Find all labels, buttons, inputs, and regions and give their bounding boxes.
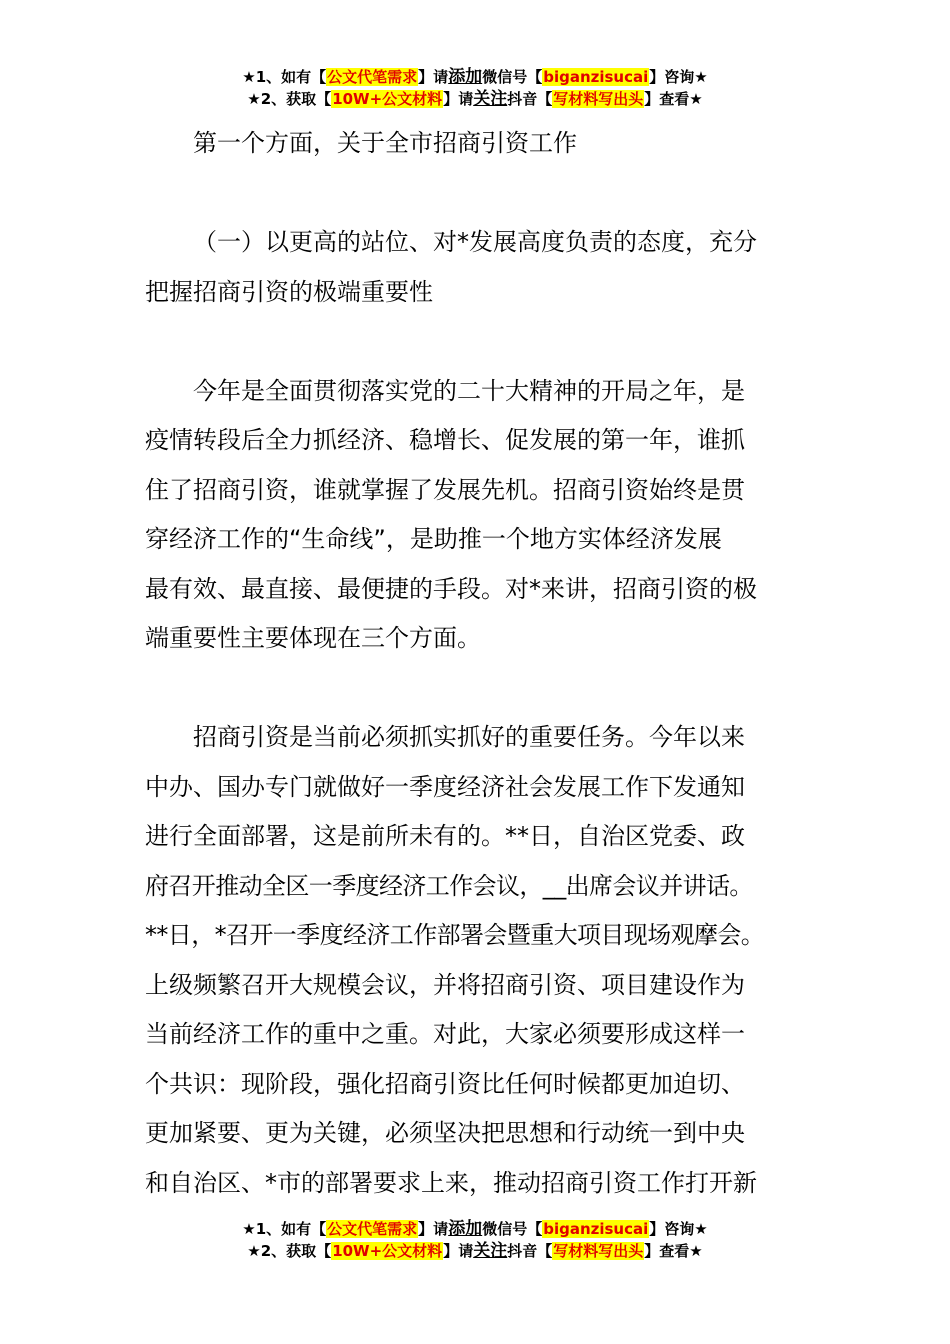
paragraph-line: 更加紧要、更为关键，必须坚决把思想和行动统一到中央: [145, 1119, 745, 1147]
subheading-line: 把握招商引资的极端重要性: [145, 277, 433, 306]
banner-line-1: ★1、如有【公文代笔需求】请添加微信号【biganzisucai】咨询★: [242, 1219, 708, 1239]
paragraph-2: [145, 713, 810, 1208]
banner-highlight: 公文代笔需求: [327, 1220, 418, 1238]
banner-highlight: biganzisucai: [543, 1220, 649, 1238]
paragraph-line: 端重要性主要体现在三个方面。: [145, 624, 481, 652]
footer-banner: [0, 1218, 950, 1262]
paragraph-line: 中办、国办专门就做好一季度经济社会发展工作下发通知: [145, 772, 745, 801]
paragraph-1: [145, 367, 810, 664]
banner-line-2: ★2、获取【10W+公文材料】请关注抖音【写材料写出头】查看★: [247, 89, 703, 109]
banner-line-2: ★2、获取【10W+公文材料】请关注抖音【写材料写出头】查看★: [247, 1241, 703, 1261]
paragraph-line: 穿经济工作的“生命线”，是助推一个地方实体经济发展: [145, 525, 722, 553]
subheading-line: （一）以更高的站位、对*发展高度负责的态度，充分: [193, 228, 757, 256]
banner-highlight: 写材料写出头: [553, 1242, 644, 1260]
paragraph-line: 最有效、最直接、最便捷的手段。对*来讲，招商引资的极: [145, 574, 757, 603]
subheading: [145, 218, 810, 317]
paragraph-line: 住了招商引资，谁就掌握了发展先机。招商引资始终是贯: [145, 475, 745, 504]
banner-highlight: 写材料写出头: [553, 90, 644, 108]
banner-highlight: 10W+公文材料: [332, 90, 443, 108]
document-body: [145, 119, 810, 1208]
section-title: 第一个方面，关于全市招商引资工作: [193, 129, 577, 157]
paragraph-line: **日，*召开一季度经济工作部署会暨重大项目现场观摩会。: [145, 921, 765, 949]
banner-highlight: 公文代笔需求: [327, 68, 418, 86]
paragraph-line: 府召开推动全区一季度经济工作会议，__出席会议并讲话。: [145, 871, 753, 900]
paragraph-line: 进行全面部署，这是前所未有的。**日，自治区党委、政: [145, 822, 745, 850]
paragraph-line: 上级频繁召开大规模会议，并将招商引资、项目建设作为: [145, 970, 745, 999]
paragraph-line: 当前经济工作的重中之重。对此，大家必须要形成这样一: [145, 1020, 745, 1048]
paragraph-line: 招商引资是当前必须抓实抓好的重要任务。今年以来: [193, 723, 745, 751]
banner-highlight: 10W+公文材料: [332, 1242, 443, 1260]
paragraph-line: 和自治区、*市的部署要求上来，推动招商引资工作打开新: [145, 1168, 757, 1197]
paragraph-line: 个共识：现阶段，强化招商引资比任何时候都更加迫切、: [145, 1069, 745, 1098]
paragraph-line: 今年是全面贯彻落实党的二十大精神的开局之年，是: [193, 376, 745, 405]
banner-line-1: ★1、如有【公文代笔需求】请添加微信号【biganzisucai】咨询★: [242, 67, 708, 87]
header-banner: [0, 66, 950, 110]
paragraph-line: 疫情转段后全力抓经济、稳增长、促发展的第一年，谁抓: [145, 426, 745, 454]
banner-highlight: biganzisucai: [543, 68, 649, 86]
